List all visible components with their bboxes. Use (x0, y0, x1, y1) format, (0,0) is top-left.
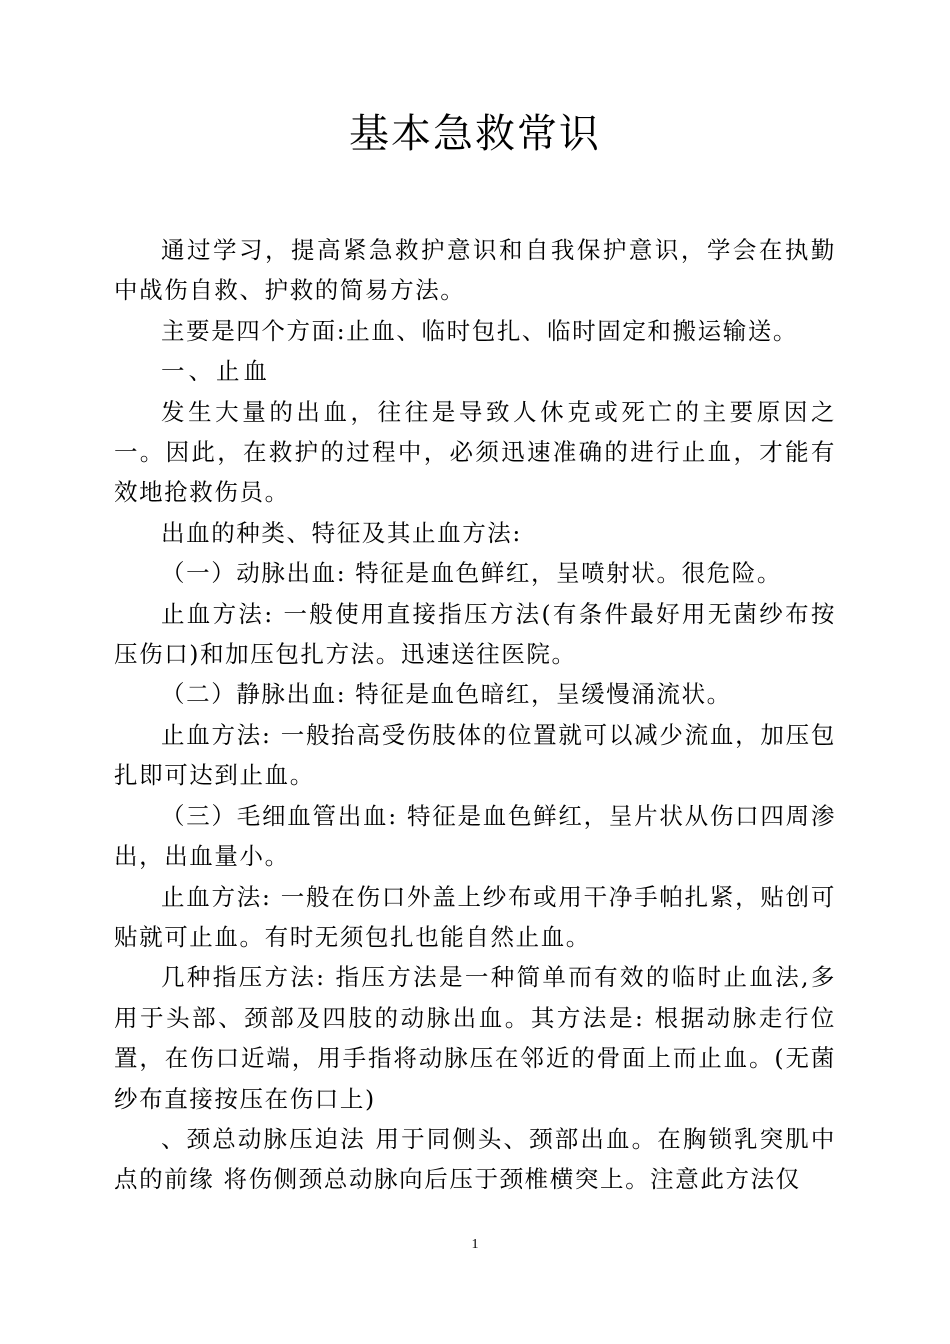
paragraph-finger-pressure: 几种指压方法: 指压方法是一种简单而有效的临时止血法,多用于头部、颈部及四肢的动脉出血。其方法是: 根据动脉走行位置，在伤口近端，用手指将动脉压在邻近的骨面上而止血。(无菌纱布直接按压在伤口上) (114, 963, 836, 1113)
paragraph-carotid-compression: 、颈总动脉压迫法 用于同侧头、颈部出血。在胸锁乳突肌中点的前缘 将伤侧颈总动脉向后压于颈椎横突上。注意此方法仅 (114, 1124, 836, 1194)
paragraph-arterial-bleeding: （一）动脉出血: 特征是血色鲜红，呈喷射状。很危险。 (161, 559, 782, 588)
paragraph-bleeding-types: 出血的种类、特征及其止血方法: (161, 518, 522, 547)
paragraph-arterial-method: 止血方法: 一般使用直接指压方法(有条件最好用无菌纱布按压伤口)和加压包扎方法。迅速送往医院。 (114, 599, 836, 669)
paragraph-intro: 通过学习，提高紧急救护意识和自我保护意识，学会在执勤中战伤自救、护救的简易方法。 (114, 236, 836, 305)
page-number: 1 (471, 1237, 479, 1252)
document-body (114, 230, 836, 1200)
paragraph-venous-method: 止血方法: 一般抬高受伤肢体的位置就可以减少流血，加压包扎即可达到止血。 (114, 720, 836, 790)
paragraph-four-aspects: 主要是四个方面:止血、临时包扎、临时固定和搬运输送。 (161, 316, 799, 345)
section-heading-stop-bleeding: 一、止血 (161, 357, 271, 386)
document-title: 基本急救常识 (349, 111, 601, 157)
paragraph-capillary-bleeding: （三）毛细血管出血: 特征是血色鲜红，呈片状从伤口四周渗出，出血量小。 (114, 801, 836, 871)
paragraph-bleeding-danger: 发生大量的出血，往往是导致人休克或死亡的主要原因之一。因此，在救护的过程中，必须迅速准确的进行止血，才能有效地抢救伤员。 (114, 397, 836, 507)
paragraph-capillary-method: 止血方法: 一般在伤口外盖上纱布或用干净手帕扎紧，贴创可贴就可止血。有时无须包扎也能自然止血。 (114, 882, 836, 951)
paragraph-venous-bleeding: （二）静脉出血: 特征是血色暗红，呈缓慢涌流状。 (161, 680, 732, 709)
